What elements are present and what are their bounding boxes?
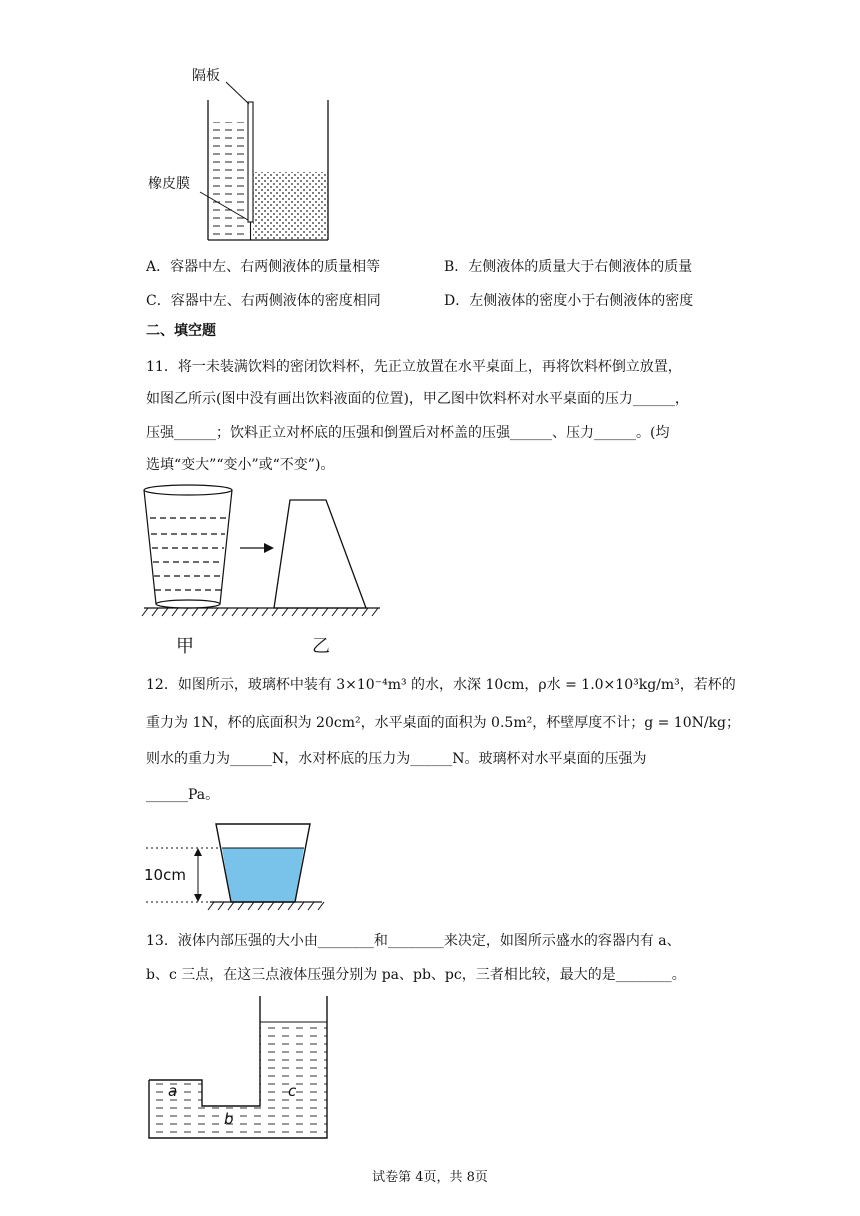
q12-line-4: ______Pa。 xyxy=(146,787,220,803)
q11-line-4: 选填“变大”“变小”或“不变”)。 xyxy=(146,457,335,473)
figure-cups xyxy=(140,482,390,658)
option-b: B．左侧液体的质量大于右侧液体的质量 xyxy=(444,259,693,275)
figure-glass-water xyxy=(140,818,330,914)
q12-line-3: 则水的重力为______N，水对杯底的压力为______N。玻璃杯对水平桌面的压强为 xyxy=(146,751,647,767)
q11-line-2: 如图乙所示(图中没有画出饮料液面的位置)，甲乙图中饮料杯对水平桌面的压力______， xyxy=(146,391,689,407)
page-footer: 试卷第 4页，共 8页 xyxy=(372,1170,488,1185)
membrane-label: 橡皮膜 xyxy=(148,176,190,192)
point-b-label: b xyxy=(224,1110,234,1128)
q11-line-1: 11．将一未装满饮料的密闭饮料杯，先正立放置在水平桌面上，再将饮料杯倒立放置， xyxy=(146,359,682,375)
point-a-label: a xyxy=(168,1082,178,1100)
q12-line-1: 12．如图所示，玻璃杯中装有 3×10⁻⁴m³ 的水，水深 10cm，ρ水 = 1.0×10³kg/m³，若杯的 xyxy=(146,677,736,693)
q13-line-1: 13．液体内部压强的大小由________和________来决定，如图所示盛水的容器内有 a、 xyxy=(146,933,681,949)
label-jia: 甲 xyxy=(176,636,194,657)
partition-label: 隔板 xyxy=(192,68,220,84)
depth-label: 10cm xyxy=(144,866,186,884)
option-a: A．容器中左、右两侧液体的质量相等 xyxy=(146,259,381,275)
label-yi: 乙 xyxy=(312,636,330,657)
q12-line-2: 重力为 1N，杯的底面积为 20cm²，水平桌面的面积为 0.5m²，杯壁厚度不计；g = 10N/kg； xyxy=(146,715,741,731)
section-title: 二、填空题 xyxy=(146,323,216,339)
q13-line-2: b、c 三点，在这三点液体压强分别为 pa、pb、pc，三者相比较，最大的是________。 xyxy=(146,967,686,983)
option-c: C．容器中左、右两侧液体的密度相同 xyxy=(146,293,381,309)
point-c-label: c xyxy=(288,1082,297,1100)
figure-partition-container xyxy=(140,62,340,244)
q11-line-3: 压强______；饮料正立对杯底的压强和倒置后对杯盖的压强______、压力______。(均 xyxy=(146,425,670,441)
option-d: D．左侧液体的密度小于右侧液体的密度 xyxy=(444,293,694,309)
figure-stepped-container xyxy=(140,992,340,1142)
